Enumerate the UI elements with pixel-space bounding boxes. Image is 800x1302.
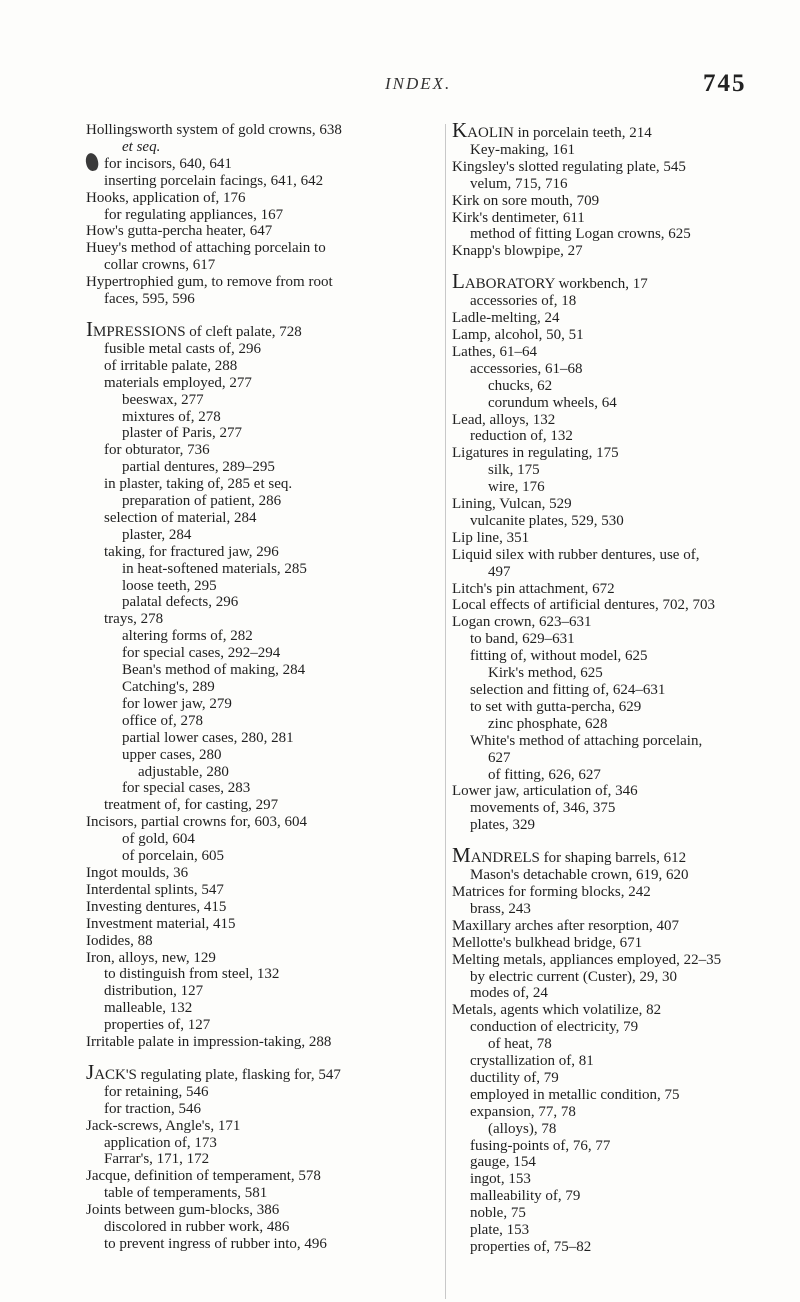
index-entry [452,210,772,227]
entry-text: Maxillary arches after resorption, 407 [452,917,679,934]
entry-text: trays, 278 [104,611,164,628]
entry-text: Hooks, application of, 176 [86,189,246,206]
index-entry [452,445,772,462]
index-column-right [452,118,772,1256]
entry-text: plate, 153 [470,1222,530,1239]
index-subentry [86,578,436,595]
index-entry [86,1202,436,1219]
index-subentry [452,293,772,310]
entry-text: upper cases, 280 [122,746,222,763]
index-subentry [452,1070,772,1087]
index-subentry [452,648,772,665]
entry-text: accessories of, 18 [470,293,577,310]
index-subentry [452,1171,772,1188]
entry-text: velum, 715, 716 [470,175,568,192]
index-subentry [86,527,436,544]
entry-text: Knapp's blowpipe, 27 [452,243,583,260]
section-letter: I [86,316,93,341]
index-entry [452,1002,772,1019]
index-subentry [86,442,436,459]
entry-text: Ladle-melting, 24 [452,310,560,327]
running-title: INDEX. [385,74,452,93]
index-subentry [452,1154,772,1171]
entry-text: Joints between gum-blocks, 386 [86,1202,280,1219]
entry-text: Investing dentures, 415 [86,898,227,915]
entry-text: by electric current (Custer), 29, 30 [470,968,678,985]
index-subentry [86,476,436,493]
running-header [0,70,800,104]
index-entry [86,223,436,240]
index-subentry [86,831,436,848]
entry-text: for retaining, 546 [104,1083,209,1100]
entry-text: inserting porcelain facings, 641, 642 [104,172,324,189]
entry-text: Ingot moulds, 36 [86,864,189,881]
index-subentry [86,139,436,156]
index-subentry [452,564,772,581]
entry-text: Lamp, alcohol, 50, 51 [452,326,584,343]
entry-text: Lead, alloys, 132 [452,411,556,428]
index-subentry [452,750,772,767]
index-entry [86,1059,436,1084]
index-entry [86,316,436,341]
index-subentry [86,1219,436,1236]
entry-text: discolored in rubber work, 486 [104,1219,290,1236]
section-gap [452,260,772,273]
entry-text: et seq. [122,138,161,155]
index-subentry [452,716,772,733]
entry-text: White's method of attaching porcelain, [470,732,703,749]
index-subentry [86,257,436,274]
index-subentry [86,696,436,713]
entry-text: for incisors, 640, 641 [104,155,232,172]
index-entry [86,916,436,933]
index-entry [452,581,772,598]
index-subentry [452,767,772,784]
index-entry [452,530,772,547]
index-subentry [452,1053,772,1070]
entry-text: Mason's detachable crown, 619, 620 [470,867,689,884]
entry-text: office of, 278 [122,712,203,729]
entry-text: beeswax, 277 [122,391,204,408]
entry-text: accessories, 61–68 [470,360,583,377]
entry-text: fusing-points of, 76, 77 [470,1137,611,1154]
index-subentry [86,375,436,392]
entry-text: ABORATORY workbench, 17 [464,276,648,293]
index-entry [452,118,772,142]
entry-text: Lathes, 61–64 [452,343,537,360]
entry-text: Investment material, 415 [86,915,236,932]
entry-text: Irritable palate in impression-taking, 288 [86,1034,332,1051]
entry-text: Lower jaw, articulation of, 346 [452,783,638,800]
index-subentry [86,561,436,578]
index-entry [452,159,772,176]
index-subentry [452,1239,772,1256]
index-subentry [452,1205,772,1222]
index-entry [452,843,772,868]
entry-text: selection of material, 284 [104,509,257,526]
section-gap [452,834,772,847]
entry-text: for special cases, 283 [122,780,251,797]
entry-text: wire, 176 [488,479,545,496]
section-letter: K [452,118,468,142]
entry-text: to band, 629–631 [470,631,575,648]
entry-text: Incisors, partial crowns for, 603, 604 [86,814,308,831]
entry-text: silk, 175 [488,462,540,479]
index-entry [86,240,436,257]
index-subentry [452,817,772,834]
entry-text: altering forms of, 282 [122,628,253,645]
entry-text: Kirk's dentimeter, 611 [452,209,585,226]
entry-text: application of, 173 [104,1134,217,1151]
entry-text: How's gutta-percha heater, 647 [86,223,273,240]
index-subentry [452,969,772,986]
index-entry [86,814,436,831]
entry-text: reduction of, 132 [470,428,573,445]
entry-text: for special cases, 292–294 [122,645,281,662]
entry-text: Kirk on sore mouth, 709 [452,192,600,209]
index-subentry [86,510,436,527]
index-subentry [452,985,772,1002]
index-subentry [452,1104,772,1121]
index-subentry [452,699,772,716]
index-subentry [452,800,772,817]
index-entry [86,1034,436,1051]
entry-text: to distinguish from steel, 132 [104,966,280,983]
index-subentry [452,1121,772,1138]
index-subentry [86,679,436,696]
index-subentry [86,341,436,358]
column-divider [445,124,446,1299]
index-subentry [452,176,772,193]
index-subentry [86,1236,436,1253]
entry-text: plates, 329 [470,817,535,834]
entry-text: Bean's method of making, 284 [122,662,306,679]
index-subentry [86,611,436,628]
index-subentry [86,291,436,308]
index-entry [452,918,772,935]
index-subentry [86,730,436,747]
entry-text: palatal defects, 296 [122,594,239,611]
entry-text: Huey's method of attaching porcelain to [86,240,326,257]
index-entry [452,193,772,210]
entry-text: modes of, 24 [470,985,548,1002]
entry-text: corundum wheels, 64 [488,394,617,411]
entry-text: vulcanite plates, 529, 530 [470,512,624,529]
entry-text: AOLIN in porcelain teeth, 214 [467,125,652,141]
index-subentry [452,665,772,682]
index-subentry [86,1185,436,1202]
entry-text: ductility of, 79 [470,1069,559,1086]
page-number: 745 [703,70,747,97]
index-entry [452,884,772,901]
entry-text: Kirk's method, 625 [488,665,603,682]
index-subentry [86,594,436,611]
entry-text: (alloys), 78 [488,1120,557,1137]
index-entry [452,344,772,361]
index-subentry [452,1087,772,1104]
entry-text: Hollingsworth system of gold crowns, 638 [86,122,342,138]
entry-text: to set with gutta-percha, 629 [470,698,642,715]
entry-text: properties of, 75–82 [470,1239,592,1255]
entry-text: in heat-softened materials, 285 [122,560,307,577]
entry-text: Melting metals, appliances employed, 22–35 [452,951,722,968]
entry-text: Interdental splints, 547 [86,881,224,898]
entry-text: treatment of, for casting, 297 [104,797,279,814]
index-subentry [86,173,436,190]
entry-text: plaster, 284 [122,526,192,543]
entry-text: distribution, 127 [104,983,204,1000]
index-entry [86,950,436,967]
index-subentry [86,966,436,983]
index-subentry [86,848,436,865]
entry-text: expansion, 77, 78 [470,1103,576,1120]
entry-text: selection and fitting of, 624–631 [470,682,666,698]
index-entry [452,952,772,969]
section-letter: J [86,1059,95,1084]
entry-text: in plaster, taking of, 285 et seq. [104,476,293,493]
index-subentry [86,1000,436,1017]
index-subentry [86,764,436,781]
index-subentry [452,462,772,479]
entry-text: brass, 243 [470,900,531,917]
index-subentry [86,747,436,764]
entry-text: for traction, 546 [104,1100,202,1117]
index-subentry [452,1036,772,1053]
index-entry [86,190,436,207]
index-entry [86,1168,436,1185]
index-subentry [86,156,436,173]
index-entry [86,274,436,291]
entry-text: partial dentures, 289–295 [122,459,275,476]
entry-text: Jack-screws, Angle's, 171 [86,1117,241,1134]
entry-text: Lining, Vulcan, 529 [452,496,572,513]
index-entry [452,310,772,327]
index-subentry [452,361,772,378]
index-subentry [452,378,772,395]
entry-text: ACK'S regulating plate, flasking for, 547 [94,1066,341,1083]
entry-text: Litch's pin attachment, 672 [452,580,615,597]
entry-text: Ligatures in regulating, 175 [452,445,619,462]
index-subentry [86,983,436,1000]
index-entry [452,935,772,952]
entry-text: ingot, 153 [470,1171,531,1188]
entry-text: crystallization of, 81 [470,1053,594,1070]
entry-text: plaster of Paris, 277 [122,425,242,442]
entry-text: zinc phosphate, 628 [488,715,608,732]
entry-text: partial lower cases, 280, 281 [122,729,294,746]
index-subentry [452,479,772,496]
entry-text: collar crowns, 617 [104,257,216,274]
entry-text: 497 [488,563,511,580]
entry-text: 627 [488,749,511,766]
entry-text: preparation of patient, 286 [122,493,282,510]
entry-text: of fitting, 626, 627 [488,766,601,783]
entry-text: loose teeth, 295 [122,577,217,594]
index-entry [86,882,436,899]
index-entry [452,547,772,564]
index-subentry [86,628,436,645]
index-entry [452,597,772,614]
entry-text: of irritable palate, 288 [104,357,238,374]
section-gap [86,1051,436,1064]
entry-text: mixtures of, 278 [122,408,221,425]
index-subentry [86,493,436,510]
entry-text: Matrices for forming blocks, 242 [452,883,651,900]
index-subentry [452,428,772,445]
index-subentry [452,226,772,243]
index-subentry [452,733,772,750]
section-letter: L [452,269,465,294]
index-entry [452,783,772,800]
index-subentry [86,780,436,797]
index-subentry [86,544,436,561]
index-column-left [86,122,436,1253]
entry-text: Local effects of artificial dentures, 702, 703 [452,597,715,614]
index-entry [86,899,436,916]
index-entry [86,122,436,139]
entry-text: of heat, 78 [488,1036,552,1053]
index-entry [86,865,436,882]
index-entry [452,614,772,631]
entry-text: Jacque, definition of temperament, 578 [86,1168,321,1185]
entry-text: Liquid silex with rubber dentures, use of, [452,546,700,563]
entry-text: ANDRELS for shaping barrels, 612 [470,850,687,867]
entry-text: Mellotte's bulkhead bridge, 671 [452,934,643,951]
index-subentry [452,1019,772,1036]
entry-text: for lower jaw, 279 [122,695,232,712]
index-entry [452,243,772,260]
index-subentry [86,662,436,679]
index-entry [86,1118,436,1135]
entry-text: Hypertrophied gum, to remove from root [86,274,333,291]
entry-text: of gold, 604 [122,831,195,848]
entry-text: conduction of electricity, 79 [470,1019,639,1036]
index-subentry [452,395,772,412]
section-letter: M [452,843,471,868]
entry-text: Metals, agents which volatilize, 82 [452,1002,662,1019]
entry-text: malleability of, 79 [470,1188,581,1205]
entry-text: chucks, 62 [488,377,553,394]
entry-text: properties of, 127 [104,1017,211,1034]
entry-text: Key-making, 161 [470,141,575,158]
index-entry [452,412,772,429]
index-subentry [86,425,436,442]
entry-text: Logan crown, 623–631 [452,614,592,631]
entry-text: faces, 595, 596 [104,291,195,308]
entry-text: table of temperaments, 581 [104,1185,268,1202]
index-subentry [452,142,772,159]
entry-text: for obturator, 736 [104,442,210,459]
index-subentry [452,631,772,648]
entry-text: method of fitting Logan crowns, 625 [470,226,691,243]
entry-text: malleable, 132 [104,1000,193,1017]
entry-text: fusible metal casts of, 296 [104,340,262,357]
index-entry [452,327,772,344]
index-subentry [86,207,436,224]
index-subentry [452,513,772,530]
index-subentry [452,1138,772,1155]
index-subentry [452,682,772,699]
entry-text: materials employed, 277 [104,374,252,391]
index-subentry [86,1017,436,1034]
entry-text: noble, 75 [470,1205,526,1222]
index-subentry [86,358,436,375]
index-subentry [86,797,436,814]
entry-text: Iodides, 88 [86,932,153,949]
entry-text: Catching's, 289 [122,679,215,695]
index-subentry [86,1084,436,1101]
index-subentry [86,409,436,426]
index-subentry [452,901,772,918]
index-subentry [86,713,436,730]
entry-text: MPRESSIONS of cleft palate, 728 [93,323,302,340]
index-subentry [86,392,436,409]
entry-text: of porcelain, 605 [122,848,225,865]
index-subentry [86,459,436,476]
entry-text: taking, for fractured jaw, 296 [104,543,279,560]
index-entry [452,496,772,513]
index-subentry [86,1101,436,1118]
entry-text: movements of, 346, 375 [470,800,616,817]
index-subentry [452,1222,772,1239]
entry-text: employed in metallic condition, 75 [470,1086,680,1103]
index-entry [452,269,772,294]
entry-text: for regulating appliances, 167 [104,206,284,223]
index-subentry [452,1188,772,1205]
index-subentry [86,1135,436,1152]
index-entry [86,933,436,950]
index-subentry [452,867,772,884]
entry-text: Lip line, 351 [452,529,530,546]
entry-text: adjustable, 280 [138,763,229,780]
entry-text: Farrar's, 171, 172 [104,1151,210,1168]
index-subentry [86,1151,436,1168]
section-gap [86,308,436,321]
entry-text: Kingsley's slotted regulating plate, 545 [452,158,686,175]
entry-text: to prevent ingress of rubber into, 496 [104,1236,327,1252]
entry-text: Iron, alloys, new, 129 [86,949,216,966]
entry-text: gauge, 154 [470,1154,536,1171]
entry-text: fitting of, without model, 625 [470,648,648,665]
index-subentry [86,645,436,662]
